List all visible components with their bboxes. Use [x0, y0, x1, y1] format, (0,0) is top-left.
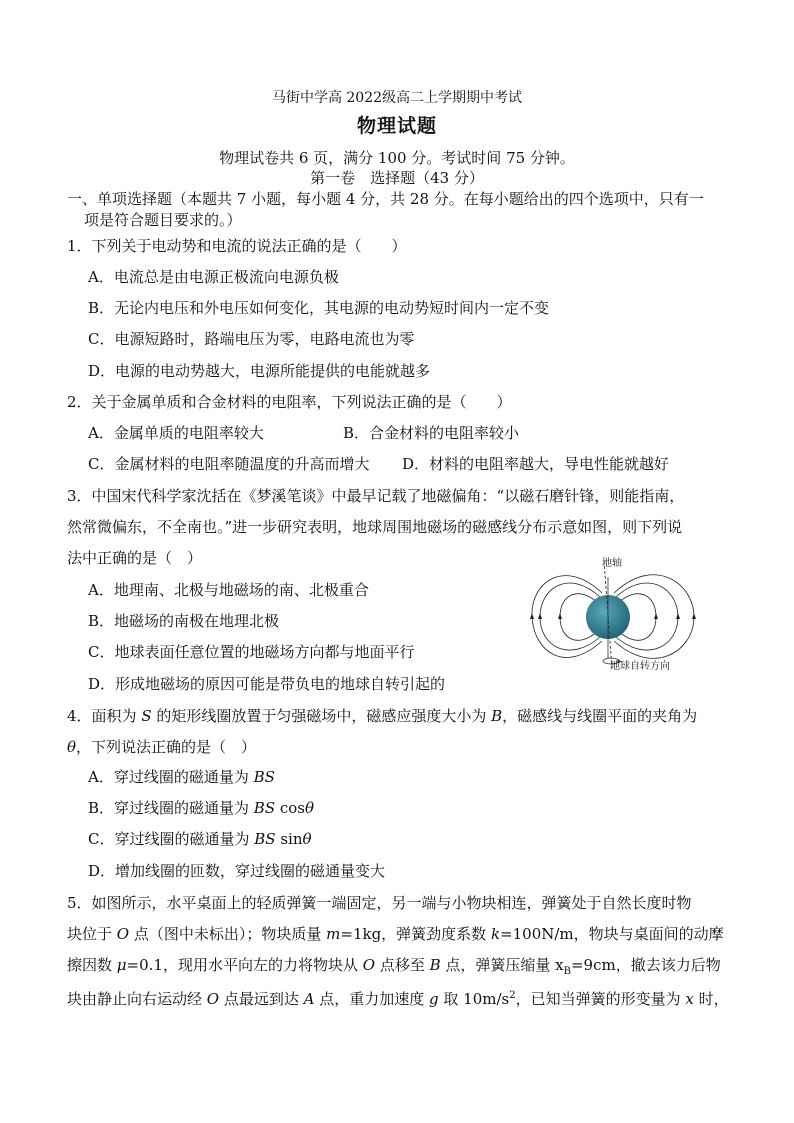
q3-option-c: C．地球表面任意位置的地磁场方向都与地面平行	[88, 643, 415, 661]
q5-stem-line2: 块位于 O 点（图中未标出）；物块质量 m=1kg，弹簧劲度系数 k=100N/m，物块与桌面间的动摩	[67, 925, 724, 943]
q2-option-b: B．合金材料的电阻率较小	[343, 424, 520, 442]
rotation-label: 地球自转方向	[610, 661, 670, 672]
q5-stem-line1: 5．如图所示，水平桌面上的轻质弹簧一端固定，另一端与小物块相连，弹簧处于自然长度时物	[67, 894, 692, 912]
q3-option-d: D．形成地磁场的原因可能是带负电的地球自转引起的	[88, 675, 446, 693]
q3-stem-line1: 3．中国宋代科学家沈括在《梦溪笔谈》中最早记载了地磁偏角：“以磁石磨针锋，则能指南，	[67, 487, 685, 505]
exam-info: 物理试卷共 6 页，满分 100 分。考试时间 75 分钟。	[219, 149, 575, 167]
q4-stem-line1: 4．面积为 S 的矩形线圈放置于匀强磁场中，磁感应强度大小为 B，磁感线与线圈平面的夹角为	[67, 707, 698, 725]
q2-option-d: D．材料的电阻率越大，导电性能就越好	[402, 455, 670, 473]
q1-option-a: A．电流总是由电源正极流向电源负极	[88, 268, 339, 286]
q4-option-a: A．穿过线圈的磁通量为 BS	[88, 768, 275, 786]
school-line: 马街中学高 2022级高二上学期期中考试	[271, 90, 523, 106]
q1-option-c: C．电源短路时，路端电压为零，电路电流也为零	[88, 330, 415, 348]
q2-option-a: A．金属单质的电阻率较大	[88, 424, 264, 442]
q4-option-c: C．穿过线圈的磁通量为 BS sinθ	[88, 830, 312, 848]
q3-option-b: B．地磁场的南极在地理北极	[88, 612, 280, 630]
q4-option-d: D．增加线圈的匝数，穿过线圈的磁通量变大	[88, 862, 386, 880]
q5-stem-line3: 擦因数 μ=0.1，现用水平向左的力将物块从 O 点移至 B 点，弹簧压缩量 $x_B=9cm$，撤去该力后物	[67, 956, 721, 977]
section-instructions-line2: 项是符合题目要求的。）	[84, 211, 242, 229]
q3-stem-line3: 法中正确的是（ ）	[67, 549, 203, 567]
q1-stem: 1．下列关于电动势和电流的说法正确的是（ ）	[67, 237, 407, 255]
q4-option-b: B．穿过线圈的磁通量为 BS cosθ	[88, 799, 315, 817]
q2-option-c: C．金属材料的电阻率随温度的升高而增大	[88, 455, 370, 473]
geomagnetic-field-figure	[528, 555, 698, 675]
q1-option-b: B．无论内电压和外电压如何变化，其电源的电动势短时间内一定不变	[88, 299, 550, 317]
section-instructions-line1: 一、单项选择题（本题共 7 小题，每小题 4 分，共 28 分。在每小题给出的四个选项中，只有一	[67, 190, 704, 208]
volume-heading: 第一卷 选择题（43 分）	[310, 169, 484, 187]
q1-option-d: D．电源的电动势越大，电源所能提供的电能就越多	[88, 362, 431, 380]
q2-stem: 2．关于金属单质和合金材料的电阻率，下列说法正确的是（ ）	[67, 393, 512, 411]
q4-stem-line2: θ，下列说法正确的是（ ）	[67, 738, 257, 756]
q3-stem-line2: 然常微偏东，不全南也。”进一步研究表明，地球周围地磁场的磁感线分布示意如图，则下列说	[67, 518, 683, 536]
subject-title: 物理试题	[356, 115, 437, 137]
q3-option-a: A．地理南、北极与地磁场的南、北极重合	[88, 581, 369, 599]
q5-stem-line4: 块由静止向右运动经 O 点最远到达 A 点，重力加速度 g 取 $10m/s^2$，已知当弹簧的形变量为 x 时，	[67, 990, 729, 1008]
axis-label: 地轴	[602, 558, 622, 569]
